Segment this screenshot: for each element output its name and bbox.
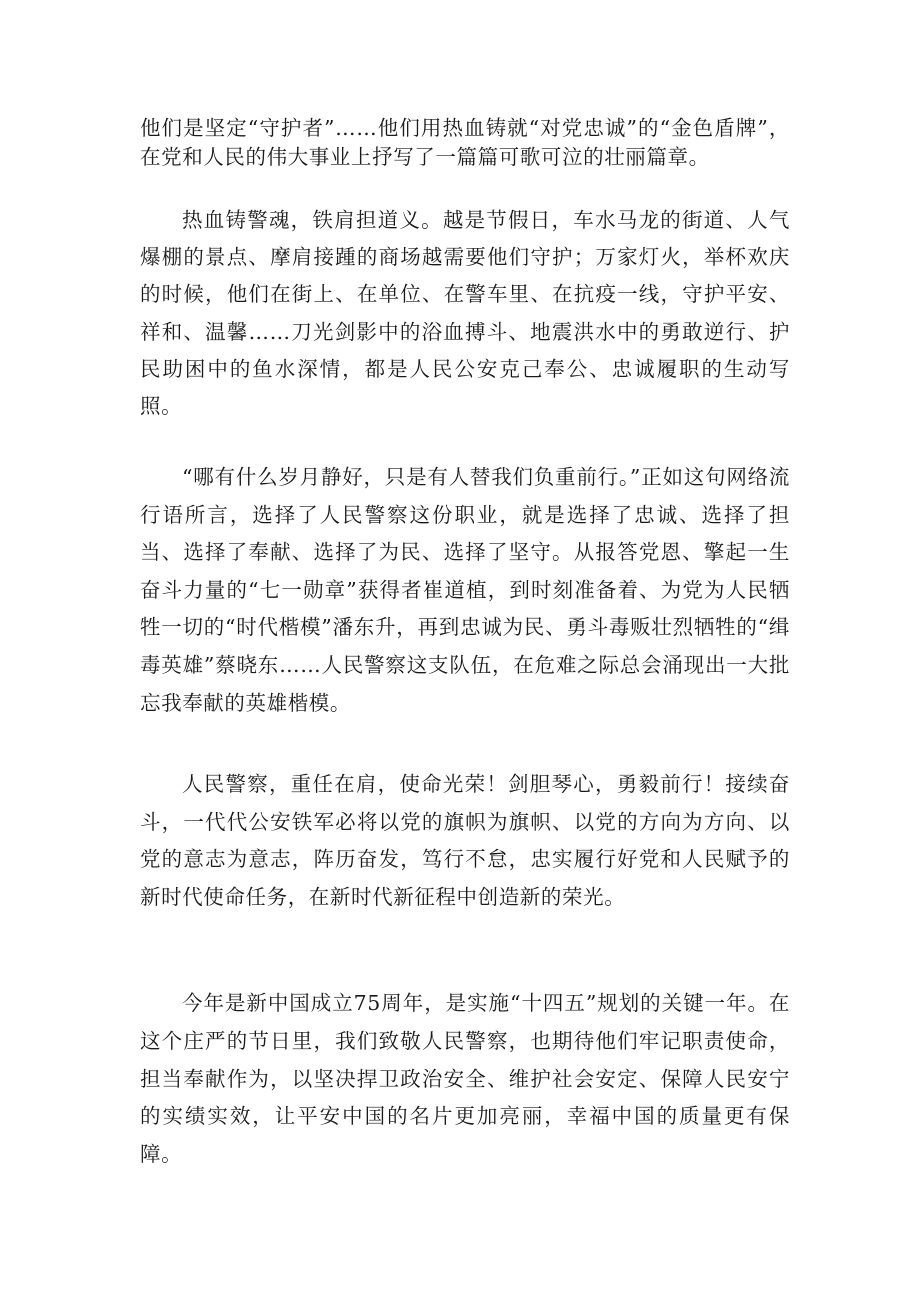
paragraph-4: 人民警察，重任在肩，使命光荣！剑胆琴心，勇毅前行！接续奋斗，一代代公安铁军必将以党的旗帜为旗帜、以党的方向为方向、以党的意志为意志，阵历奋发，笃行不怠，忠实履行好党和人民赋予的新时代使命任务，在新时代新征程中创造新的荣光。 bbox=[140, 772, 790, 909]
paragraph-3: “哪有什么岁月静好，只是有人替我们负重前行。”正如这句网络流行语所言，选择了人民警察这份职业，就是选择了忠诚、选择了担当、选择了奉献、选择了为民、选择了坚守。从报答党恩、擎起一生奋斗力量的“七一勋章”获得者崔道植，到时刻准备着、为党为人民牺牲一切的“时代楷模”潘东升，再到忠诚为民、勇斗毒贩壮烈牺牲的“缉毒英雄”蔡晓东……人民警察这支队伍，在危难之际总会涌现出一大批忘我奉献的英雄楷模。 bbox=[140, 465, 790, 715]
paragraph-1: 他们是坚定“守护者”……他们用热血铸就“对党忠诚”的“金色盾牌”，在党和人民的伟大事业上抒写了一篇篇可歌可泣的壮丽篇章。 bbox=[140, 116, 790, 169]
paragraph-2: 热血铸警魂，铁肩担道义。越是节假日，车水马龙的街道、人气爆棚的景点、摩肩接踵的商场越需要他们守护；万家灯火，举杯欢庆的时候，他们在街上、在单位、在警车里、在抗疫一线，守护平安、祥和、温馨……刀光剑影中的浴血搏斗、地震洪水中的勇敢逆行、护民助困中的鱼水深情，都是人民公安克己奉公、忠诚履职的生动写照。 bbox=[140, 208, 790, 419]
paragraph-5: 今年是新中国成立75周年，是实施“十四五”规划的关键一年。在这个庄严的节日里，我们致敬人民警察，也期待他们牢记职责使命，担当奉献作为，以坚决捍卫政治安全、维护社会安定、保障人民安宁的实绩实效，让平安中国的名片更加亮丽，幸福中国的质量更有保障。 bbox=[140, 991, 790, 1167]
